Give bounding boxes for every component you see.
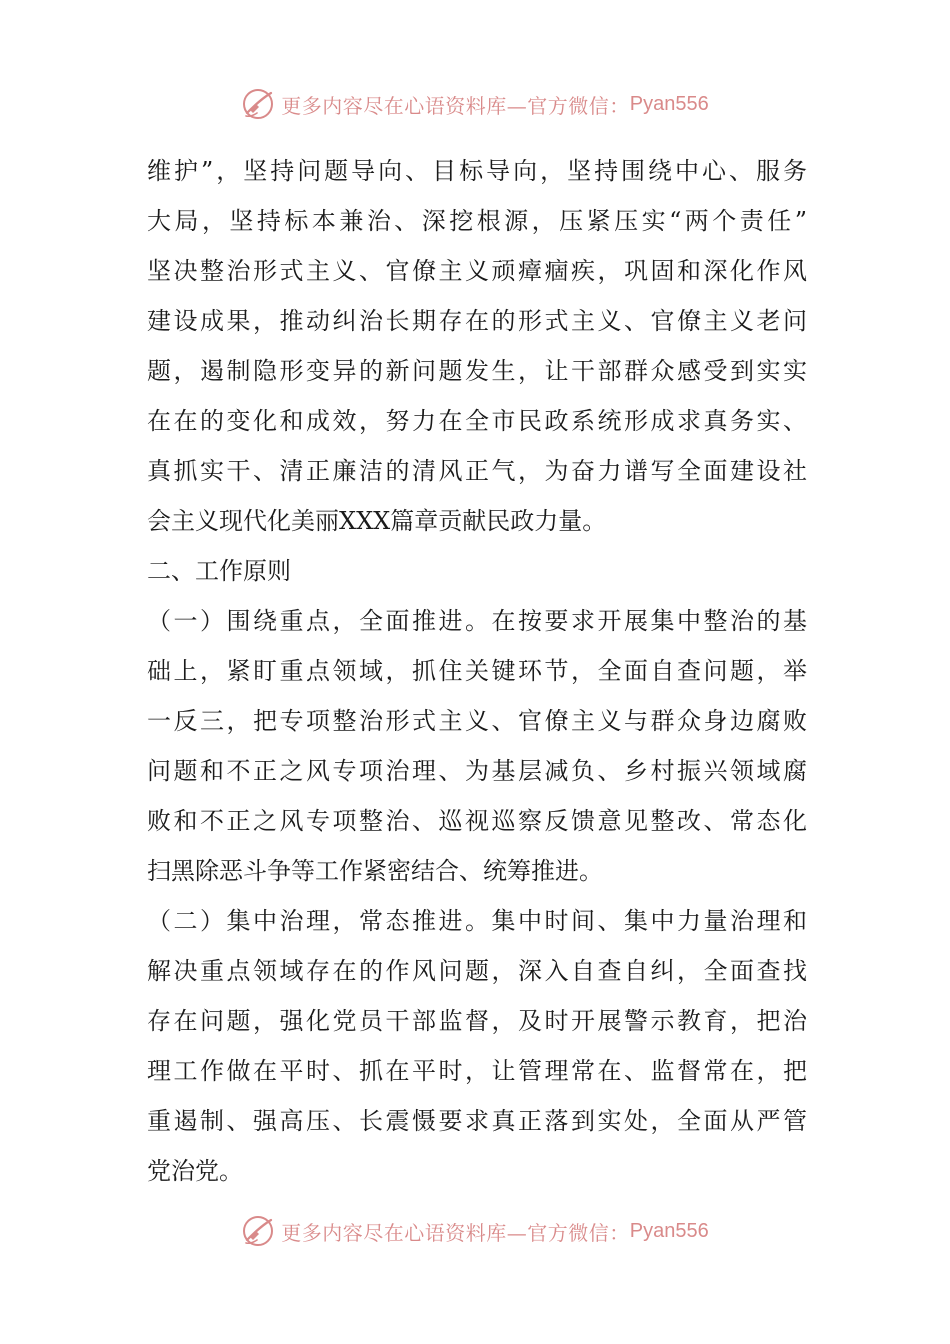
text-line: 党治党。 xyxy=(147,1157,243,1185)
text-line: 真抓实干、清正廉洁的清风正气，为奋力谱写全面建设社 xyxy=(147,457,807,485)
text-line: 败和不正之风专项整治、巡视巡察反馈意见整改、常态化 xyxy=(147,807,807,835)
text-line: （一）围绕重点，全面推进。在按要求开展集中整治的基 xyxy=(147,607,807,635)
watermark-text: 更多内容尽在心语资料库—官方微信： xyxy=(281,93,630,118)
text-line: （二）集中治理，常态推进。集中时间、集中力量治理和 xyxy=(147,907,807,935)
text-line: 解决重点领域存在的作风问题，深入自查自纠，全面查找 xyxy=(147,957,807,985)
text-line: 会主义现代化美丽XXX篇章贡献民政力量。 xyxy=(147,507,607,535)
paragraph-principle-1 xyxy=(147,596,807,896)
text-line: 在在的变化和成效，努力在全市民政系统形成求真务实、 xyxy=(147,407,807,435)
text-line: 一反三，把专项整治形式主义、官僚主义与群众身边腐败 xyxy=(147,707,807,735)
text-line: 理工作做在平时、抓在平时，让管理常在、监督常在，把 xyxy=(147,1057,807,1085)
text-line: 大局，坚持标本兼治、深挖根源，压紧压实“两个责任” xyxy=(147,207,807,235)
text-line: 础上，紧盯重点领域，抓住关键环节，全面自查问题，举 xyxy=(147,657,807,685)
header-watermark xyxy=(0,84,950,124)
pen-logo-icon xyxy=(241,1214,275,1248)
text-line: 建设成果，推动纠治长期存在的形式主义、官僚主义老问 xyxy=(147,307,807,335)
watermark-wechat-id: Pyan556 xyxy=(629,1219,709,1242)
text-line: 题，遏制隐形变异的新问题发生，让干部群众感受到实实 xyxy=(147,357,807,385)
section-heading xyxy=(147,546,807,596)
watermark-wechat-id: Pyan556 xyxy=(629,92,709,115)
pen-logo-icon xyxy=(241,87,275,121)
footer-watermark xyxy=(0,1211,950,1251)
document-body xyxy=(147,146,807,1196)
text-line: 坚决整治形式主义、官僚主义顽瘴痼疾，巩固和深化作风 xyxy=(147,257,807,285)
heading-text: 二、工作原则 xyxy=(147,557,291,585)
text-line: 维护”，坚持问题导向、目标导向，坚持围绕中心、服务 xyxy=(147,157,807,185)
paragraph-principle-2 xyxy=(147,896,807,1196)
paragraph-goal xyxy=(147,146,807,546)
watermark-text: 更多内容尽在心语资料库—官方微信： xyxy=(281,1220,630,1245)
text-line: 问题和不正之风专项治理、为基层减负、乡村振兴领域腐 xyxy=(147,757,807,785)
text-line: 扫黑除恶斗争等工作紧密结合、统筹推进。 xyxy=(147,857,603,885)
text-line: 存在问题，强化党员干部监督，及时开展警示教育，把治 xyxy=(147,1007,807,1035)
text-line: 重遏制、强高压、长震慑要求真正落到实处，全面从严管 xyxy=(147,1107,807,1135)
